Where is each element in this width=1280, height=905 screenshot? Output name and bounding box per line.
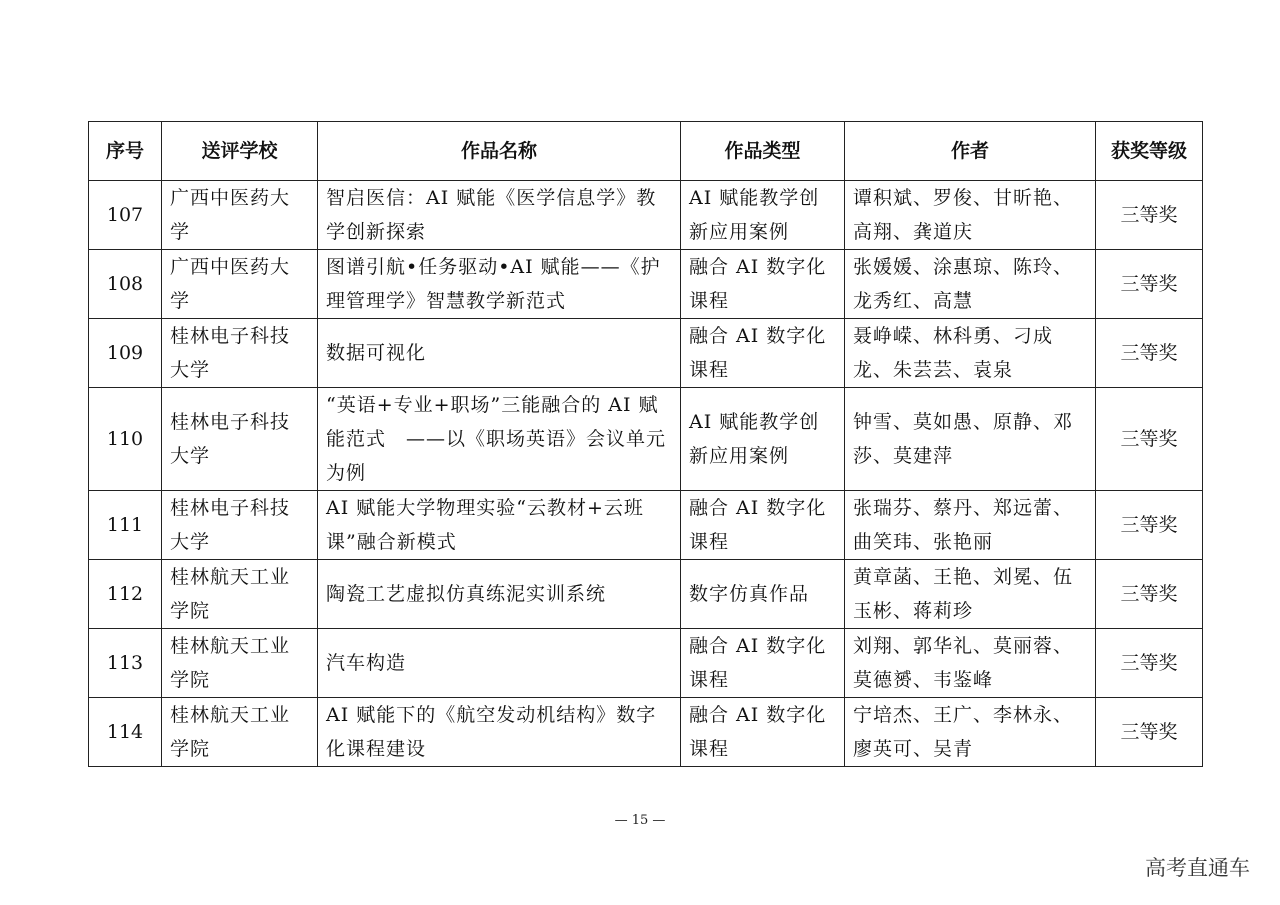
cell-work-title: 图谱引航•任务驱动•AI 赋能——《护理管理学》智慧教学新范式 xyxy=(318,250,681,319)
cell-work-title: AI 赋能大学物理实验“云教材+云班课”融合新模式 xyxy=(318,491,681,560)
cell-authors: 谭积斌、罗俊、甘昕艳、高翔、龚道庆 xyxy=(845,181,1096,250)
cell-award-level: 三等奖 xyxy=(1096,491,1203,560)
awards-table xyxy=(88,121,1203,767)
cell-school: 桂林航天工业学院 xyxy=(162,698,318,767)
cell-work-title: 陶瓷工艺虚拟仿真练泥实训系统 xyxy=(318,560,681,629)
header-award-level: 获奖等级 xyxy=(1096,122,1203,181)
cell-work-type: AI 赋能教学创新应用案例 xyxy=(681,181,845,250)
cell-award-level: 三等奖 xyxy=(1096,388,1203,491)
header-work-type: 作品类型 xyxy=(681,122,845,181)
table-row xyxy=(89,698,1203,767)
cell-school: 广西中医药大学 xyxy=(162,181,318,250)
cell-school: 桂林航天工业学院 xyxy=(162,560,318,629)
cell-index: 110 xyxy=(89,388,162,491)
cell-authors: 钟雪、莫如愚、原静、邓莎、莫建萍 xyxy=(845,388,1096,491)
cell-work-type: 数字仿真作品 xyxy=(681,560,845,629)
cell-index: 113 xyxy=(89,629,162,698)
cell-school: 桂林电子科技大学 xyxy=(162,491,318,560)
cell-work-type: 融合 AI 数字化课程 xyxy=(681,250,845,319)
cell-authors: 聂峥嵘、林科勇、刁成龙、朱芸芸、袁泉 xyxy=(845,319,1096,388)
watermark: 高考直通车 xyxy=(1145,856,1250,880)
cell-award-level: 三等奖 xyxy=(1096,250,1203,319)
cell-award-level: 三等奖 xyxy=(1096,560,1203,629)
cell-index: 109 xyxy=(89,319,162,388)
cell-award-level: 三等奖 xyxy=(1096,181,1203,250)
table-row xyxy=(89,629,1203,698)
cell-school: 桂林航天工业学院 xyxy=(162,629,318,698)
cell-school: 广西中医药大学 xyxy=(162,250,318,319)
cell-authors: 宁培杰、王广、李林永、廖英可、吴青 xyxy=(845,698,1096,767)
cell-award-level: 三等奖 xyxy=(1096,319,1203,388)
cell-school: 桂林电子科技大学 xyxy=(162,388,318,491)
cell-index: 114 xyxy=(89,698,162,767)
cell-work-title: AI 赋能下的《航空发动机结构》数字化课程建设 xyxy=(318,698,681,767)
table-row xyxy=(89,250,1203,319)
cell-award-level: 三等奖 xyxy=(1096,698,1203,767)
cell-authors: 张媛媛、涂惠琼、陈玲、龙秀红、高慧 xyxy=(845,250,1096,319)
header-index: 序号 xyxy=(89,122,162,181)
cell-work-type: 融合 AI 数字化课程 xyxy=(681,491,845,560)
header-authors: 作者 xyxy=(845,122,1096,181)
cell-work-type: AI 赋能教学创新应用案例 xyxy=(681,388,845,491)
cell-work-title: 数据可视化 xyxy=(318,319,681,388)
table-row xyxy=(89,319,1203,388)
cell-work-title: 智启医信：AI 赋能《医学信息学》教学创新探索 xyxy=(318,181,681,250)
cell-work-title: 汽车构造 xyxy=(318,629,681,698)
header-school: 送评学校 xyxy=(162,122,318,181)
cell-work-type: 融合 AI 数字化课程 xyxy=(681,629,845,698)
cell-index: 112 xyxy=(89,560,162,629)
table-row xyxy=(89,560,1203,629)
table-header-row xyxy=(89,122,1203,181)
cell-index: 111 xyxy=(89,491,162,560)
cell-index: 108 xyxy=(89,250,162,319)
cell-work-type: 融合 AI 数字化课程 xyxy=(681,698,845,767)
table-row xyxy=(89,388,1203,491)
header-work-title: 作品名称 xyxy=(318,122,681,181)
cell-work-title: “英语+专业+职场”三能融合的 AI 赋能范式 ——以《职场英语》会议单元为例 xyxy=(318,388,681,491)
cell-authors: 黄章菡、王艳、刘冕、伍玉彬、蒋莉珍 xyxy=(845,560,1096,629)
page-number: — 15 — xyxy=(614,813,666,828)
table-row xyxy=(89,181,1203,250)
cell-authors: 刘翔、郭华礼、莫丽蓉、莫德赟、韦鉴峰 xyxy=(845,629,1096,698)
cell-work-type: 融合 AI 数字化课程 xyxy=(681,319,845,388)
cell-school: 桂林电子科技大学 xyxy=(162,319,318,388)
cell-authors: 张瑞芬、蔡丹、郑远蕾、曲笑玮、张艳丽 xyxy=(845,491,1096,560)
cell-index: 107 xyxy=(89,181,162,250)
table-row xyxy=(89,491,1203,560)
cell-award-level: 三等奖 xyxy=(1096,629,1203,698)
